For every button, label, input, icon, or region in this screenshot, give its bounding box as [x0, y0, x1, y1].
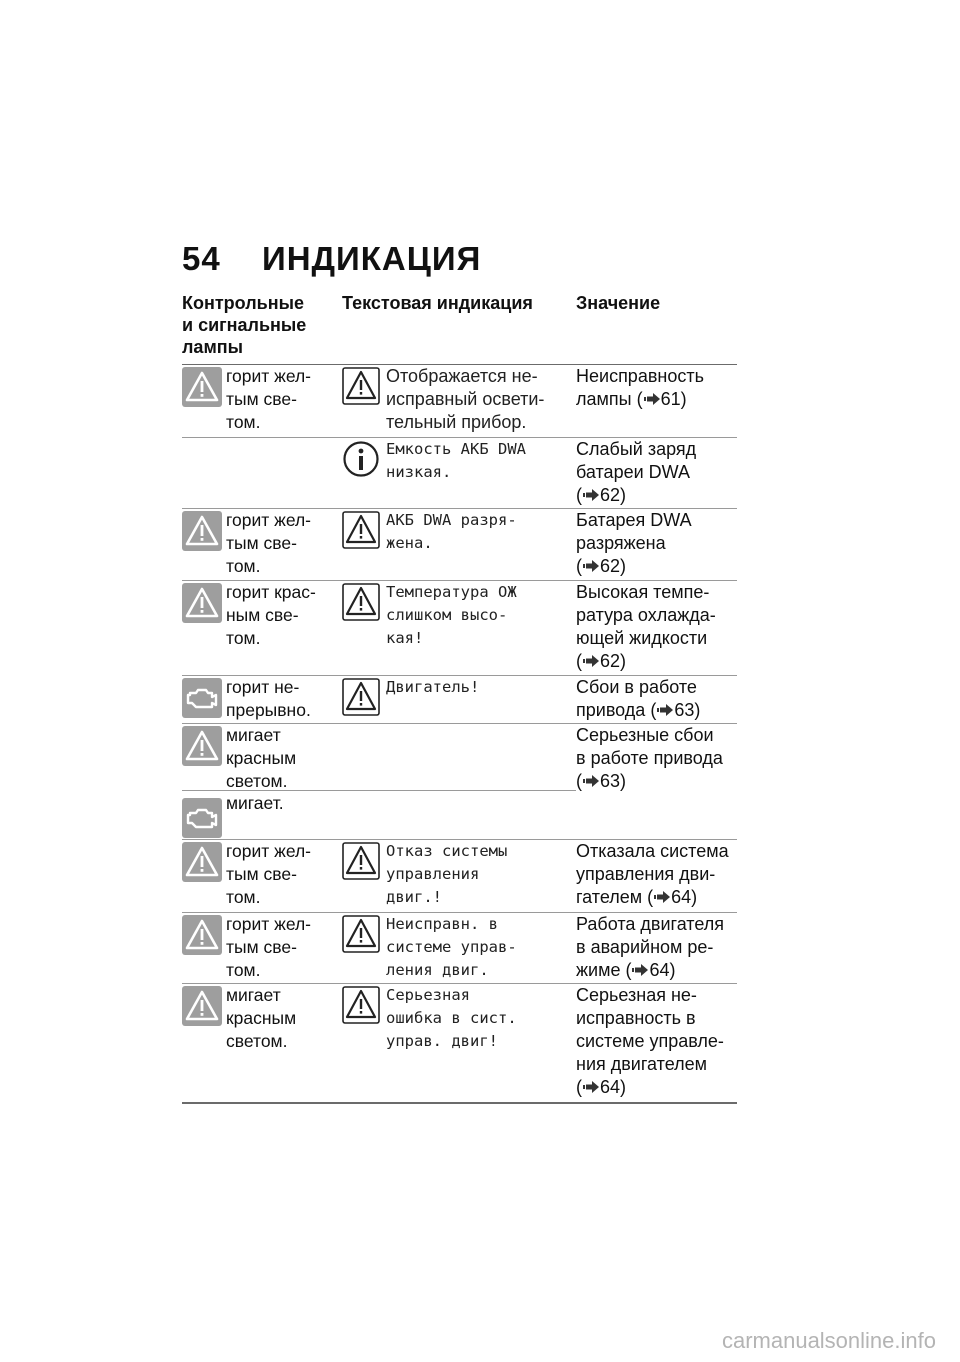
meaning-line: гателем ( 64) — [576, 887, 698, 907]
arrow-right-icon — [582, 556, 600, 570]
warning-lamp-icon — [182, 511, 222, 551]
meaning-line: привода ( 63) — [576, 700, 701, 720]
meaning-line: ратура охлажда- — [576, 605, 716, 625]
display-message-line: жена. — [386, 534, 433, 552]
display-message-line: управ. двиг! — [386, 1032, 498, 1050]
meaning-line: Серьезная не- — [576, 985, 697, 1005]
page-number: 54 — [182, 240, 221, 277]
page-reference[interactable]: ( 64) — [642, 887, 698, 907]
arrow-right-icon — [582, 1077, 600, 1091]
display-message-line: Емкость АКБ DWA — [386, 440, 526, 458]
meaning-line: Работа двигателя — [576, 914, 725, 934]
page-reference[interactable]: ( 64) — [576, 1077, 627, 1097]
meaning-line: системе управле- — [576, 1031, 724, 1051]
table-row — [182, 984, 737, 1104]
display-message-line: Неисправн. в — [386, 915, 498, 933]
meaning — [576, 581, 736, 673]
meaning — [576, 984, 736, 1099]
display-message-line: исправный освети- — [386, 389, 545, 409]
page-reference-number: 64 — [600, 1077, 621, 1097]
page-reference-number: 64 — [649, 960, 670, 980]
display-message — [386, 581, 566, 650]
display-message — [386, 984, 566, 1053]
lamp-description-line: мигает — [226, 725, 281, 745]
lamp-description-line: красным — [226, 1008, 297, 1028]
table-header — [182, 292, 737, 365]
display-message-line: Отказ системы — [386, 842, 508, 860]
lamp-description-line: том. — [226, 556, 261, 576]
info-icon — [342, 440, 380, 478]
section-title: ИНДИКАЦИЯ — [262, 240, 482, 277]
lamp-description-line: горит крас- — [226, 582, 316, 602]
warning-icon — [342, 583, 380, 621]
meaning-line: Серьезные сбои — [576, 725, 714, 745]
meaning — [576, 724, 736, 793]
table-row — [182, 438, 737, 509]
page-reference[interactable]: ( 64) — [620, 960, 676, 980]
display-message — [386, 840, 566, 909]
lamp-description-line: горит жел- — [226, 914, 312, 934]
meaning — [576, 365, 736, 411]
lamp-description-line: ным све- — [226, 605, 299, 625]
lamp-description-line: тым све- — [226, 533, 297, 553]
lamp-description-line: горит жел- — [226, 366, 312, 386]
display-message — [386, 913, 566, 982]
arrow-right-icon — [631, 960, 649, 974]
meaning-line: в аварийном ре- — [576, 937, 714, 957]
page-reference-number: 64 — [671, 887, 692, 907]
page-reference-number: 63 — [600, 771, 621, 791]
lamp-description-line: мигает — [226, 985, 281, 1005]
meaning — [576, 913, 736, 982]
meaning — [576, 676, 736, 722]
warning-lamp-icon — [182, 986, 222, 1026]
display-message-line: управления — [386, 865, 480, 883]
display-message — [386, 438, 566, 484]
indicator-table — [182, 292, 737, 1104]
warning-icon — [342, 678, 380, 716]
table-row — [182, 913, 737, 984]
page-reference[interactable]: ( 63) — [576, 771, 627, 791]
lamp-description-line: том. — [226, 887, 261, 907]
meaning-line: в работе привода — [576, 748, 723, 768]
lamp-description — [226, 365, 326, 434]
display-message-line: Серьезная — [386, 986, 470, 1004]
header-text-display: Текстовая индикация — [342, 293, 533, 313]
warning-lamp-icon — [182, 915, 222, 955]
lamp-description-line: светом. — [226, 771, 288, 791]
engine-warning-lamp-icon — [182, 798, 222, 838]
display-message-line: Двигатель! — [386, 678, 480, 696]
lamp-description-line: том. — [226, 960, 261, 980]
display-message-line: низкая. — [386, 463, 452, 481]
meaning-line: Батарея DWA — [576, 510, 692, 530]
lamp-description — [226, 913, 326, 982]
meaning-line: Высокая темпе- — [576, 582, 710, 602]
meaning-line: разряжена — [576, 533, 666, 553]
page-reference[interactable]: ( 62) — [576, 556, 627, 576]
arrow-right-icon — [582, 485, 600, 499]
display-message-line: ления двиг. — [386, 961, 489, 979]
meaning-line: жиме ( 64) — [576, 960, 676, 980]
page-title — [182, 240, 481, 278]
meaning-line: управления дви- — [576, 864, 716, 884]
meaning — [576, 438, 736, 507]
display-message-line: тельный прибор. — [386, 412, 527, 432]
meaning-line: лампы ( 61) — [576, 389, 687, 409]
lamp-description — [226, 840, 326, 909]
display-message — [386, 676, 566, 699]
warning-icon — [342, 511, 380, 549]
watermark: carmanualsonline.info — [721, 1328, 936, 1353]
lamp-description-line: прерывно. — [226, 700, 311, 720]
meaning-line: ющей жидкости — [576, 628, 708, 648]
lamp-description — [226, 724, 326, 793]
lamp-description-line: горит жел- — [226, 510, 312, 530]
header-meaning: Значение — [576, 293, 661, 313]
display-message — [386, 365, 566, 434]
table-row — [182, 365, 737, 438]
warning-icon — [342, 367, 380, 405]
table-row — [182, 676, 737, 724]
arrow-right-icon — [656, 700, 674, 714]
partial-row-divider — [182, 790, 576, 791]
page-reference-number: 61 — [660, 389, 681, 409]
meaning-line: Слабый заряд — [576, 439, 697, 459]
arrow-right-icon — [643, 389, 661, 403]
engine-warning-lamp-icon — [182, 678, 222, 718]
lamp-description-line: тым све- — [226, 864, 297, 884]
page-reference-number: 62 — [600, 485, 621, 505]
page-reference-number: 62 — [600, 651, 621, 671]
page-reference-number: 62 — [600, 556, 621, 576]
warning-lamp-icon — [182, 583, 222, 623]
display-message-line: слишком высо- — [386, 606, 508, 624]
warning-icon — [342, 842, 380, 880]
meaning-line: ния двигателем — [576, 1054, 707, 1074]
display-message-line: АКБ DWA разря- — [386, 511, 517, 529]
meaning-line: Сбои в работе — [576, 677, 697, 697]
lamp-description-line: мигает. — [226, 793, 284, 813]
page-reference[interactable]: ( 63) — [645, 700, 701, 720]
arrow-right-icon — [582, 651, 600, 665]
meaning-line: Неисправность — [576, 366, 704, 386]
meaning — [576, 840, 736, 909]
display-message-line: Температура ОЖ — [386, 583, 517, 601]
page-reference[interactable]: ( 61) — [631, 389, 687, 409]
table-row — [182, 724, 737, 840]
lamp-description — [226, 581, 326, 650]
header-lamps-line: лампы — [182, 337, 244, 357]
lamp-description-line: том. — [226, 628, 261, 648]
lamp-description-line: том. — [226, 412, 261, 432]
lamp-description — [226, 509, 326, 578]
warning-lamp-icon — [182, 726, 222, 766]
display-message-line: Отображается не- — [386, 366, 538, 386]
warning-icon — [342, 986, 380, 1024]
lamp-description — [226, 984, 326, 1053]
display-message-line: ошибка в сист. — [386, 1009, 517, 1027]
display-message-line: системе управ- — [386, 938, 517, 956]
meaning-line: исправность в — [576, 1008, 696, 1028]
lamp-description-line: тым све- — [226, 389, 297, 409]
lamp-description-line: тым све- — [226, 937, 297, 957]
table-row — [182, 581, 737, 676]
lamp-description — [226, 792, 326, 815]
header-lamps-line: Контрольные — [182, 293, 304, 313]
page-reference[interactable]: ( 62) — [576, 651, 627, 671]
meaning-line: Отказала система — [576, 841, 729, 861]
lamp-description — [226, 676, 326, 722]
header-lamps-line: и сигнальные — [182, 315, 307, 335]
lamp-description-line: светом. — [226, 1031, 288, 1051]
display-message-line: двиг.! — [386, 888, 442, 906]
lamp-description-line: горит не- — [226, 677, 300, 697]
meaning-line: батареи DWA — [576, 462, 690, 482]
lamp-description-line: горит жел- — [226, 841, 312, 861]
lamp-description-line: красным — [226, 748, 297, 768]
table-row — [182, 840, 737, 913]
warning-icon — [342, 915, 380, 953]
warning-lamp-icon — [182, 367, 222, 407]
arrow-right-icon — [582, 771, 600, 785]
display-message — [386, 509, 566, 555]
display-message-line: кая! — [386, 629, 424, 647]
warning-lamp-icon — [182, 842, 222, 882]
table-row — [182, 509, 737, 581]
page-reference-number: 63 — [674, 700, 695, 720]
page-reference[interactable]: ( 62) — [576, 485, 627, 505]
header-lamps — [182, 292, 332, 358]
meaning — [576, 509, 736, 578]
arrow-right-icon — [653, 887, 671, 901]
